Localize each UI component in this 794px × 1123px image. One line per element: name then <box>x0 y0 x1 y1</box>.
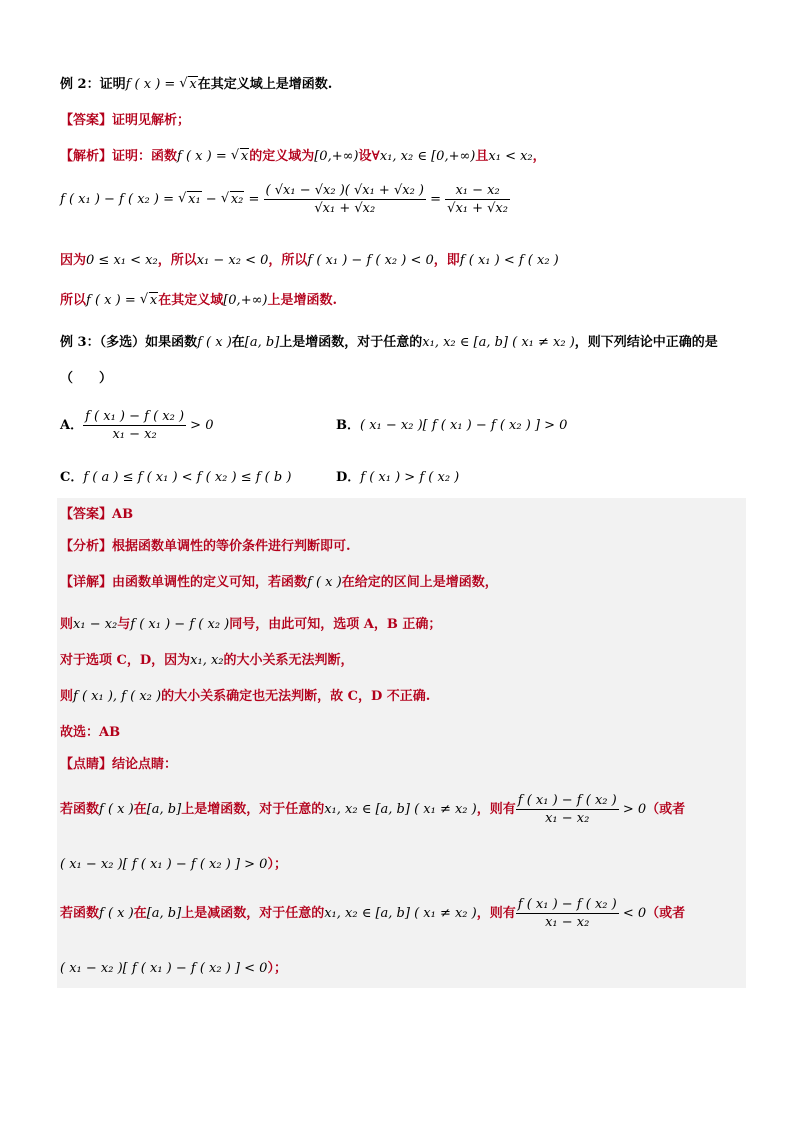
analysis-text-3: 设∀ <box>358 149 380 164</box>
final-choice <box>60 724 120 742</box>
text: （或者 <box>646 802 686 817</box>
sqrt-radicand: x₂ <box>230 192 244 207</box>
text: 对于选项 C，D，因为 <box>60 653 191 668</box>
text: 上是增函数，对于任意的 <box>181 802 325 817</box>
math: ( x₁ − x₂ )[ f ( x₁ ) − f ( x₂ ) ] > 0 <box>60 857 268 872</box>
text: 所以 <box>60 293 87 308</box>
equation-line: f ( x₁ ) − f ( x₂ ) = √ x₁ − √ x₂ = $\frac{\text{( √x₁ − √x₂ )( √x₁ + √x₂ )}}{\text{√x₁ + √x₂}}$ = $\frac{\text{x₁ − x₂}}{\text{√x₁ + √x₂}}$ <box>60 182 510 217</box>
sqrt-x <box>231 148 249 166</box>
option-label: A． <box>60 418 84 433</box>
analysis-function: f ( x ) = <box>177 149 231 164</box>
fraction-denominator: x₁ − x₂ <box>112 427 157 442</box>
math: f ( x ) <box>307 575 342 590</box>
text: 在 <box>231 335 245 350</box>
option-label: D． <box>336 470 361 485</box>
text: 同号，由此可知，选项 A，B 正确； <box>229 617 442 632</box>
answer-label: 【答案】 <box>60 507 113 522</box>
fraction-denominator: √x₁ + √x₂ <box>447 201 508 216</box>
text: ）； <box>267 857 287 872</box>
math: f ( x ) <box>99 906 134 921</box>
text: 上是减函数，对于任意的 <box>181 906 325 921</box>
equation-fraction-1 <box>264 182 426 217</box>
variables: x₁, x₂ ∈ [0,+∞) <box>379 149 476 164</box>
math: f ( x ) <box>99 802 134 817</box>
insight-3 <box>60 756 177 774</box>
analysis-text-4: 且 <box>475 149 489 164</box>
text: 上是增函数，对于任意的 <box>279 335 423 350</box>
math: x₁, x₂ ∈ [a, b] ( x₁ ≠ x₂ ) <box>422 335 575 350</box>
example-2-title <box>60 76 332 94</box>
text: ，则有 <box>476 802 516 817</box>
example-2-prefix: 例 2：证明 <box>60 77 126 92</box>
decreasing-fraction <box>516 896 619 931</box>
math: x₁, x₂ <box>190 653 224 668</box>
text: 若函数 <box>60 906 100 921</box>
text: AB <box>99 725 121 740</box>
math: f ( x ) = <box>86 293 140 308</box>
conclusion-line <box>60 292 337 310</box>
math: [a, b] <box>244 335 280 350</box>
text: 上是增函数. <box>267 293 338 308</box>
option-c <box>60 469 291 487</box>
increasing-conclusion-2 <box>60 856 287 874</box>
text: 在 <box>133 906 147 921</box>
analysis-text-2: 的定义域为 <box>249 149 315 164</box>
option-label: B． <box>336 418 360 433</box>
fraction-numerator: f ( x₁ ) − f ( x₂ ) <box>517 793 617 808</box>
domain-interval: [0,+∞) <box>314 149 359 164</box>
example-2-suffix: 在其定义域上是增函数. <box>197 77 333 92</box>
analysis-label: 【分析】 <box>60 539 113 554</box>
detail-line-3 <box>60 652 354 670</box>
option-b <box>336 417 567 435</box>
text: 例 3：（多选）如果函数 <box>60 335 198 350</box>
because-line <box>60 252 559 270</box>
math: [0,+∞) <box>223 293 268 308</box>
math: f ( x₁ ) − f ( x₂ ) <box>130 617 230 632</box>
math: ( x₁ − x₂ )[ f ( x₁ ) − f ( x₂ ) ] < 0 <box>60 961 268 976</box>
math: f ( x₁ ) − f ( x₂ ) < 0 <box>307 253 434 268</box>
decreasing-conclusion <box>60 896 685 932</box>
increasing-fraction <box>516 792 619 827</box>
sqrt-x <box>179 76 197 94</box>
option-text: f ( a ) ≤ f ( x₁ ) < f ( x₂ ) ≤ f ( b ) <box>83 470 292 485</box>
fraction-numerator: f ( x₁ ) − f ( x₂ ) <box>517 897 617 912</box>
math: [a, b] <box>146 906 182 921</box>
detail-3 <box>60 574 498 592</box>
math: 0 ≤ x₁ < x₂ <box>86 253 158 268</box>
fraction-numerator: x₁ − x₂ <box>445 182 510 200</box>
sqrt-x1 <box>178 190 202 210</box>
example-2-function: f ( x ) = <box>125 77 180 92</box>
analysis-3 <box>60 538 351 556</box>
analysis-label: 【解析】 <box>60 149 113 164</box>
text: 故选： <box>60 725 100 740</box>
analysis-text-5: ， <box>532 149 546 164</box>
math: f ( x₁ ), f ( x₂ ) <box>73 689 162 704</box>
answer-text: 证明见解析； <box>112 113 191 128</box>
fraction-denominator: √x₁ + √x₂ <box>314 201 376 216</box>
sqrt-radicand: x <box>189 77 197 92</box>
text: 则 <box>60 617 74 632</box>
text: 在给定的区间上是增函数， <box>341 575 498 590</box>
math: f ( x ) <box>197 335 232 350</box>
text: ，所以 <box>268 253 308 268</box>
example-3-title <box>60 334 718 352</box>
option-a-fraction <box>83 408 186 443</box>
math: x₁, x₂ ∈ [a, b] ( x₁ ≠ x₂ ) <box>324 802 477 817</box>
condition: x₁ < x₂ <box>488 149 533 164</box>
fraction-denominator: x₁ − x₂ <box>545 915 590 930</box>
math: x₁ − x₂ <box>73 617 118 632</box>
text: 在其定义域 <box>158 293 224 308</box>
text: ）； <box>267 961 287 976</box>
text: 则 <box>60 689 74 704</box>
equation-lhs: f ( x₁ ) − f ( x₂ ) = <box>60 192 179 207</box>
answer-2 <box>60 112 190 130</box>
option-text: f ( x₁ ) > f ( x₂ ) <box>360 470 460 485</box>
math: x₁ − x₂ < 0 <box>196 253 269 268</box>
option-d <box>336 469 459 487</box>
sqrt-radicand: x <box>240 149 249 164</box>
option-label: C． <box>60 470 84 485</box>
text: ，即 <box>433 253 460 268</box>
analysis-text-1: 证明：函数 <box>112 149 178 164</box>
text: 由函数单调性的定义可知，若函数 <box>112 575 308 590</box>
fraction-denominator: x₁ − x₂ <box>545 811 590 826</box>
decreasing-conclusion-2 <box>60 960 287 978</box>
text: 在 <box>133 802 147 817</box>
text: ，则下列结论中正确的是 <box>574 335 718 350</box>
sqrt-radicand: x₁ <box>188 192 201 207</box>
option-text: ( x₁ − x₂ )[ f ( x₁ ) − f ( x₂ ) ] > 0 <box>360 418 568 433</box>
option-a-tail: > 0 <box>186 418 214 433</box>
analysis-text: 根据函数单调性的等价条件进行判断即可. <box>112 539 351 554</box>
text: 的大小关系确定也无法判断，故 C，D 不正确. <box>161 689 431 704</box>
text: ，则有 <box>476 906 516 921</box>
text: ，所以 <box>157 253 197 268</box>
analysis-2 <box>60 148 546 166</box>
fraction-numerator: ( √x₁ − √x₂ )( √x₁ + √x₂ ) <box>265 183 424 198</box>
fraction-tail: > 0 <box>618 802 647 817</box>
math: x₁, x₂ ∈ [a, b] ( x₁ ≠ x₂ ) <box>324 906 477 921</box>
math: f ( x₁ ) < f ( x₂ ) <box>459 253 559 268</box>
detail-label: 【详解】 <box>60 575 113 590</box>
text: 的大小关系无法判断， <box>223 653 354 668</box>
detail-line-2 <box>60 616 441 634</box>
fraction-numerator: f ( x₁ ) − f ( x₂ ) <box>85 409 185 424</box>
sqrt-radicand: x <box>149 293 158 308</box>
answer-text: AB <box>112 507 134 522</box>
detail-line-4 <box>60 688 430 706</box>
sqrt-x <box>140 292 158 310</box>
answer-label: 【答案】 <box>60 113 113 128</box>
equation-fraction-2 <box>445 182 510 217</box>
insight-label: 【点睛】 <box>60 757 113 772</box>
text: 若函数 <box>60 802 100 817</box>
option-a <box>60 408 213 443</box>
math: [a, b] <box>146 802 182 817</box>
increasing-conclusion <box>60 792 685 828</box>
fraction-tail: < 0 <box>618 906 647 921</box>
text: 因为 <box>60 253 87 268</box>
text: （或者 <box>646 906 686 921</box>
example-3-paren: （ ） <box>60 371 113 386</box>
text: 与 <box>117 617 131 632</box>
answer-3 <box>60 506 133 524</box>
sqrt-x2 <box>221 190 245 210</box>
insight-text: 结论点睛： <box>112 757 178 772</box>
